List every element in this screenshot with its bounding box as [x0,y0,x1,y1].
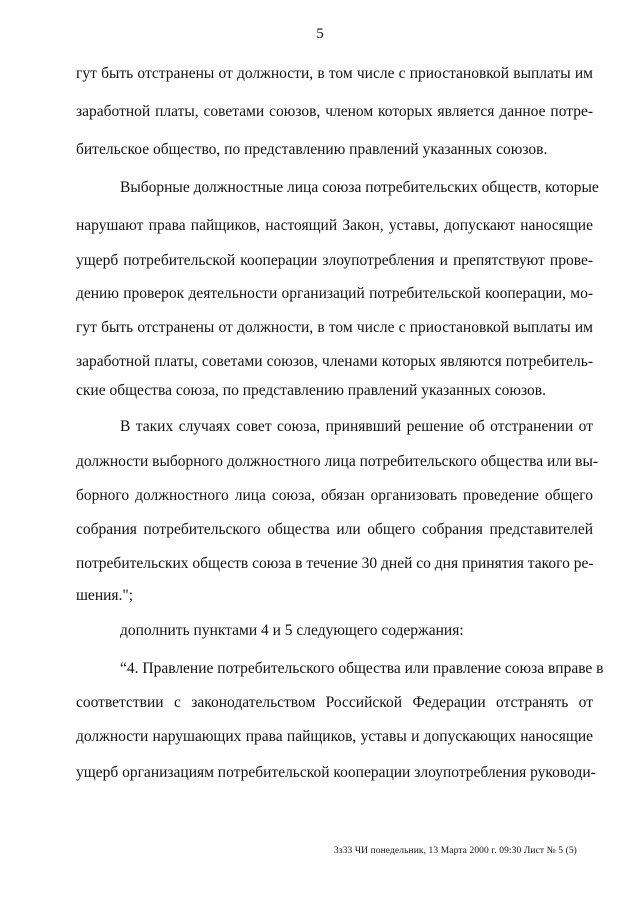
text-line-15: потребительских обществ союза в течение 30 дней со дня принятия такого ре- [76,555,594,572]
text-line-16: шения."; [76,587,134,604]
text-line-19: соответствии с законодательством Российской Федерации отстранять от [76,694,593,711]
text-line-11: В таких случаях совет союза, принявший решение об отстранении от [120,418,593,435]
text-line-2: заработной платы, советами союзов, членом которых является данное потре- [76,103,593,120]
text-line-10: ские общества союза, по представлению правлений указанных союзов. [76,382,546,399]
text-line-8: гут быть отстранены от должности, в том числе с приостановкой выплаты им [76,319,593,336]
text-line-6: ущерб потребительской кооперации злоупотребления и препятствуют прове- [76,252,593,269]
text-line-3: бительское общество, по представлению правлений указанных союзов. [76,141,548,158]
text-line-14: собрания потребительского общества или общего собрания представителей [76,521,593,538]
text-line-17: дополнить пунктами 4 и 5 следующего содержания: [120,622,464,639]
text-line-21: ущерб организациям потребительской кооперации злоупотребления руководи- [76,764,596,781]
text-line-9: заработной платы, советами союзов, членами которых являются потребитель- [76,353,593,370]
text-line-5: нарушают права пайщиков, настоящий Закон, уставы, допускают наносящие [76,217,593,234]
text-line-18: “4. Правление потребительского общества или правление союза вправе в [120,660,604,677]
text-line-7: дению проверок деятельности организаций потребительской кооперации, мо- [76,285,593,302]
text-line-1: гут быть отстранены от должности, в том числе с приостановкой выплаты им [76,65,593,82]
page-number: 5 [316,26,324,42]
text-line-20: должности нарушающих права пайщиков, уставы и допускающих наносящие [76,728,593,745]
page-footer: 3з33 ЧИ понедельник, 13 Марта 2000 г. 09:30 Лист № 5 (5) [334,846,577,856]
text-line-12: должности выборного должностного лица потребительского общества или вы- [76,453,599,470]
text-line-4: Выборные должностные лица союза потребительских обществ, которые [120,179,599,196]
text-line-13: борного должностного лица союза, обязан организовать проведение общего [76,487,593,504]
